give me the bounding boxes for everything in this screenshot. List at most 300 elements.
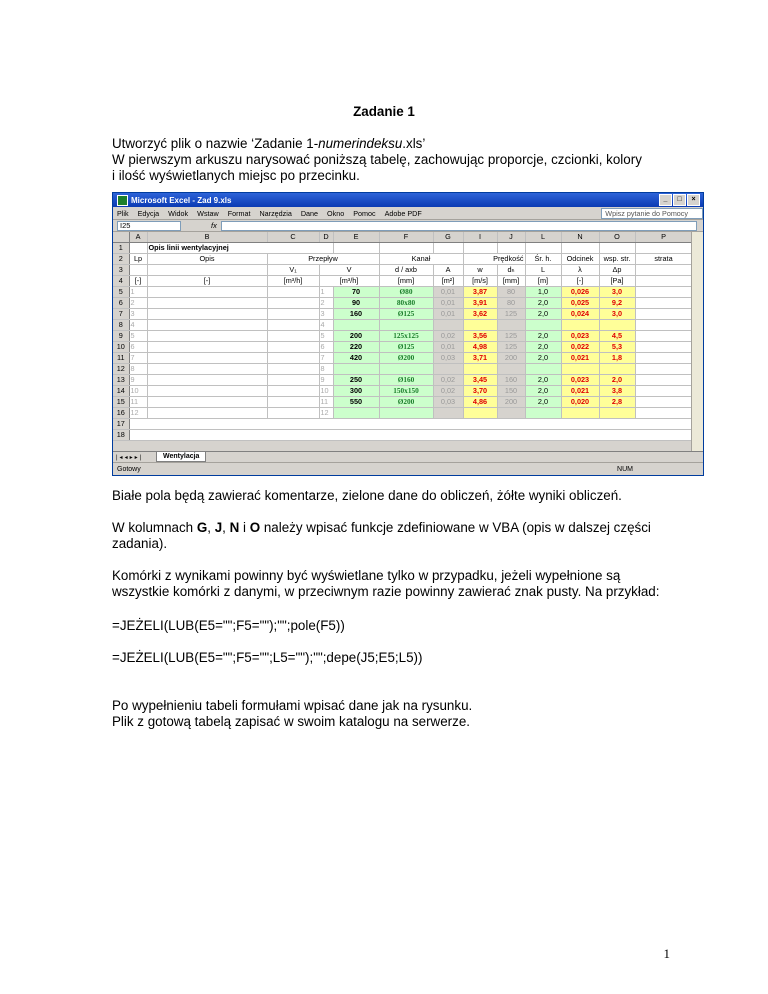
area-cell[interactable]: 0,01 — [433, 287, 463, 298]
pressure-loss-cell[interactable] — [599, 364, 635, 375]
row-header[interactable]: 17 — [113, 419, 129, 430]
tab-nav-arrows-icon[interactable]: |◂◂▸▸| — [116, 454, 144, 461]
menu-dane[interactable]: Dane — [300, 208, 319, 218]
area-cell[interactable]: 0,02 — [433, 375, 463, 386]
cell[interactable] — [635, 342, 692, 353]
table-row — [113, 408, 692, 419]
columns-text: W kolumnach — [112, 520, 197, 535]
cell[interactable] — [635, 265, 692, 276]
length-cell[interactable]: 2,0 — [525, 309, 561, 320]
row-header[interactable]: 8 — [113, 320, 129, 331]
lambda-cell[interactable] — [561, 320, 599, 331]
d-index-cell[interactable]: 9 — [319, 375, 333, 386]
opis-cell[interactable] — [147, 309, 267, 320]
menu-narzedzia[interactable]: Narzędzia — [259, 208, 292, 218]
flow-cell[interactable] — [333, 320, 379, 331]
area-cell[interactable] — [433, 408, 463, 419]
col-header[interactable]: D — [319, 232, 333, 243]
pressure-loss-cell[interactable]: 3,0 — [599, 287, 635, 298]
header-cell[interactable]: dₕ — [497, 265, 525, 276]
velocity-cell[interactable]: 3,91 — [463, 298, 497, 309]
unit-cell[interactable]: [mm] — [379, 276, 433, 287]
formula-input[interactable] — [221, 221, 697, 231]
sheet-row — [113, 430, 692, 441]
pressure-loss-cell[interactable]: 2,8 — [599, 397, 635, 408]
velocity-cell[interactable]: 4,86 — [463, 397, 497, 408]
lp-cell[interactable]: 9 — [129, 375, 147, 386]
help-search-input[interactable]: Wpisz pytanie do Pomocy — [601, 208, 703, 219]
excel-app-icon — [117, 195, 128, 206]
cell[interactable] — [635, 298, 692, 309]
lambda-cell[interactable] — [561, 364, 599, 375]
unit-cell[interactable]: [-] — [129, 276, 147, 287]
table-row — [113, 364, 692, 375]
unit-cell[interactable]: [m/s] — [463, 276, 497, 287]
table-row — [113, 331, 692, 342]
col-letter-o: O — [249, 520, 261, 535]
sheet-row — [113, 276, 692, 287]
select-all-corner[interactable] — [113, 232, 129, 243]
cell[interactable] — [635, 353, 692, 364]
lambda-cell[interactable]: 0,022 — [561, 342, 599, 353]
velocity-cell[interactable] — [463, 408, 497, 419]
duct-cell[interactable]: Ø125 — [379, 309, 433, 320]
menu-pomoc[interactable]: Pomoc — [353, 208, 376, 218]
flow-cell[interactable]: 160 — [333, 309, 379, 320]
length-cell[interactable]: 2,0 — [525, 386, 561, 397]
lp-cell[interactable]: 5 — [129, 331, 147, 342]
length-cell[interactable]: 2,0 — [525, 342, 561, 353]
table-row — [113, 353, 692, 364]
lp-cell[interactable]: 6 — [129, 342, 147, 353]
cell[interactable] — [635, 364, 692, 375]
velocity-cell[interactable]: 3,45 — [463, 375, 497, 386]
worksheet-grid — [113, 232, 703, 441]
v1-cell[interactable] — [267, 309, 319, 320]
lambda-cell[interactable]: 0,020 — [561, 397, 599, 408]
status-text: Gotowy — [117, 465, 141, 473]
diameter-cell[interactable]: 200 — [497, 353, 525, 364]
menu-widok[interactable]: Widok — [168, 208, 189, 218]
d-index-cell[interactable]: 6 — [319, 342, 333, 353]
header-cell[interactable]: λ — [561, 265, 599, 276]
velocity-cell[interactable]: 4,98 — [463, 342, 497, 353]
unit-cell[interactable]: [m²] — [433, 276, 463, 287]
final-line-2: Plik z gotową tabelą zapisać w swoim katalogu na serwerze. — [112, 714, 470, 729]
sheet-row — [113, 254, 692, 265]
close-icon[interactable]: × — [687, 194, 700, 206]
lp-cell[interactable]: 7 — [129, 353, 147, 364]
lp-cell[interactable]: 4 — [129, 320, 147, 331]
d-index-cell[interactable]: 1 — [319, 287, 333, 298]
header-cell[interactable]: Lp — [129, 254, 147, 265]
area-cell[interactable]: 0,03 — [433, 353, 463, 364]
header-cell[interactable]: L — [525, 265, 561, 276]
duct-cell[interactable]: Ø125 — [379, 342, 433, 353]
v1-cell[interactable] — [267, 353, 319, 364]
intro-line2: W pierwszym arkuszu narysować poniższą tabelę, zachowując proporcje, czcionki, kolory — [112, 152, 642, 167]
row-header[interactable]: 5 — [113, 287, 129, 298]
velocity-cell[interactable]: 3,71 — [463, 353, 497, 364]
header-cell[interactable]: Śr. h. — [525, 254, 561, 265]
duct-cell[interactable]: 80x80 — [379, 298, 433, 309]
intro-italic: numerindeksu — [318, 136, 403, 151]
diameter-cell[interactable]: 80 — [497, 298, 525, 309]
d-index-cell[interactable]: 10 — [319, 386, 333, 397]
duct-cell[interactable]: Ø160 — [379, 375, 433, 386]
menu-adobe-pdf[interactable]: Adobe PDF — [384, 208, 422, 218]
menu-edycja[interactable]: Edycja — [137, 208, 160, 218]
lp-cell[interactable]: 12 — [129, 408, 147, 419]
area-cell[interactable]: 0,01 — [433, 298, 463, 309]
vertical-scrollbar[interactable] — [691, 232, 703, 451]
duct-cell[interactable]: Ø200 — [379, 397, 433, 408]
row-header[interactable]: 12 — [113, 364, 129, 375]
length-cell[interactable] — [525, 364, 561, 375]
header-cell[interactable]: Kanał — [379, 254, 463, 265]
cell[interactable] — [635, 287, 692, 298]
opis-cell[interactable] — [147, 320, 267, 331]
menu-bar — [113, 207, 703, 220]
flow-cell[interactable]: 90 — [333, 298, 379, 309]
lp-cell[interactable]: 1 — [129, 287, 147, 298]
row-header[interactable]: 7 — [113, 309, 129, 320]
diameter-cell[interactable]: 125 — [497, 309, 525, 320]
cell[interactable] — [129, 419, 692, 430]
cell[interactable] — [129, 243, 147, 254]
unit-cell[interactable]: [m³/h] — [267, 276, 319, 287]
pressure-loss-cell[interactable]: 5,3 — [599, 342, 635, 353]
diameter-cell[interactable]: 200 — [497, 397, 525, 408]
diameter-cell[interactable] — [497, 364, 525, 375]
diameter-cell[interactable]: 80 — [497, 287, 525, 298]
opis-cell[interactable] — [147, 353, 267, 364]
area-cell[interactable]: 0,02 — [433, 331, 463, 342]
minimize-icon[interactable]: _ — [659, 194, 672, 206]
length-cell[interactable]: 2,0 — [525, 375, 561, 386]
row-header[interactable]: 15 — [113, 397, 129, 408]
cells-line-1: Komórki z wynikami powinny być wyświetlane tylko w przypadku, jeżeli wypełnione są — [112, 568, 621, 583]
v1-cell[interactable] — [267, 342, 319, 353]
v1-cell[interactable] — [267, 287, 319, 298]
cell[interactable] — [129, 430, 692, 441]
opis-cell[interactable] — [147, 364, 267, 375]
cell[interactable] — [635, 320, 692, 331]
sheet-row — [113, 419, 692, 430]
d-index-cell[interactable]: 5 — [319, 331, 333, 342]
col-header[interactable]: N — [561, 232, 599, 243]
row-header[interactable]: 14 — [113, 386, 129, 397]
col-header[interactable]: C — [267, 232, 319, 243]
document-title: Zadanie 1 — [353, 104, 415, 119]
col-header[interactable]: G — [433, 232, 463, 243]
velocity-cell[interactable] — [463, 320, 497, 331]
pressure-loss-cell[interactable]: 3,8 — [599, 386, 635, 397]
cell[interactable] — [129, 265, 147, 276]
header-cell[interactable]: Odcinek — [561, 254, 599, 265]
opis-cell[interactable] — [147, 386, 267, 397]
flow-cell[interactable]: 250 — [333, 375, 379, 386]
header-cell[interactable]: Opis — [147, 254, 267, 265]
cell[interactable] — [635, 397, 692, 408]
v1-cell[interactable] — [267, 386, 319, 397]
excel-window — [112, 192, 704, 476]
cell[interactable] — [379, 243, 433, 254]
area-cell[interactable]: 0,02 — [433, 386, 463, 397]
sheet-tab-wentylacja[interactable]: Wentylacja — [156, 452, 206, 462]
cell[interactable] — [463, 243, 497, 254]
intro-paragraph — [112, 136, 712, 184]
columns-and: i — [239, 520, 250, 535]
duct-cell[interactable]: 150x150 — [379, 386, 433, 397]
table-row — [113, 320, 692, 331]
maximize-icon[interactable]: □ — [673, 194, 686, 206]
col-header[interactable]: B — [147, 232, 267, 243]
intro-ext: .xls’ — [402, 136, 426, 151]
cell[interactable] — [635, 309, 692, 320]
velocity-cell[interactable]: 3,87 — [463, 287, 497, 298]
pressure-loss-cell[interactable]: 2,0 — [599, 375, 635, 386]
flow-cell[interactable]: 220 — [333, 342, 379, 353]
duct-cell[interactable]: Ø80 — [379, 287, 433, 298]
pressure-loss-cell[interactable]: 4,5 — [599, 331, 635, 342]
flow-cell[interactable]: 300 — [333, 386, 379, 397]
d-index-cell[interactable]: 2 — [319, 298, 333, 309]
v1-cell[interactable] — [267, 375, 319, 386]
row-header[interactable]: 4 — [113, 276, 129, 287]
lp-cell[interactable]: 10 — [129, 386, 147, 397]
header-cell[interactable]: Przepływ — [267, 254, 379, 265]
col-header[interactable]: O — [599, 232, 635, 243]
unit-cell[interactable]: [m³/h] — [319, 276, 379, 287]
unit-cell[interactable]: [m] — [525, 276, 561, 287]
lambda-cell[interactable]: 0,023 — [561, 331, 599, 342]
header-cell[interactable]: strata — [635, 254, 692, 265]
sheet-tab-bar — [113, 451, 703, 462]
menu-plik[interactable]: Plik — [117, 208, 129, 218]
row-header[interactable]: 11 — [113, 353, 129, 364]
area-cell[interactable]: 0,01 — [433, 309, 463, 320]
v1-cell[interactable] — [267, 364, 319, 375]
table-row — [113, 287, 692, 298]
v1-cell[interactable] — [267, 331, 319, 342]
duct-cell[interactable]: Ø200 — [379, 353, 433, 364]
diameter-cell[interactable]: 125 — [497, 331, 525, 342]
unit-cell[interactable]: [mm] — [497, 276, 525, 287]
length-cell[interactable]: 1,0 — [525, 287, 561, 298]
opis-cell[interactable] — [147, 397, 267, 408]
cell[interactable] — [525, 243, 561, 254]
col-header[interactable]: I — [463, 232, 497, 243]
length-cell[interactable] — [525, 320, 561, 331]
header-cell[interactable]: V — [319, 265, 379, 276]
flow-cell[interactable] — [333, 408, 379, 419]
col-header[interactable]: P — [635, 232, 692, 243]
row-header[interactable]: 9 — [113, 331, 129, 342]
cell[interactable] — [635, 331, 692, 342]
lp-cell[interactable]: 2 — [129, 298, 147, 309]
cells-line-2: wszystkie komórki z danymi, w przeciwnym razie powinny zawierać znak pusty. Na przykład: — [112, 584, 660, 599]
diameter-cell[interactable] — [497, 320, 525, 331]
cell[interactable] — [635, 386, 692, 397]
row-header[interactable]: 18 — [113, 430, 129, 441]
v1-cell[interactable] — [267, 408, 319, 419]
lp-cell[interactable]: 3 — [129, 309, 147, 320]
area-cell[interactable]: 0,01 — [433, 342, 463, 353]
unit-cell[interactable]: [-] — [561, 276, 599, 287]
name-box[interactable]: I25 — [117, 221, 181, 231]
sheet-row — [113, 243, 692, 254]
diameter-cell[interactable]: 150 — [497, 386, 525, 397]
row-header[interactable]: 16 — [113, 408, 129, 419]
table-row — [113, 342, 692, 353]
velocity-cell[interactable] — [463, 364, 497, 375]
columns-paragraph — [112, 520, 672, 552]
header-cell[interactable]: d / axb — [379, 265, 433, 276]
row-header[interactable]: 6 — [113, 298, 129, 309]
col-header[interactable]: J — [497, 232, 525, 243]
final-line-1: Po wypełnieniu tabeli formułami wpisać dane jak na rysunku. — [112, 698, 473, 713]
d-index-cell[interactable]: 3 — [319, 309, 333, 320]
intro-text: Utworzyć plik o nazwie ‘Zadanie 1- — [112, 136, 319, 151]
diameter-cell[interactable]: 125 — [497, 342, 525, 353]
cell[interactable] — [635, 408, 692, 419]
opis-cell[interactable] — [147, 287, 267, 298]
cell[interactable] — [147, 265, 267, 276]
cell[interactable] — [635, 375, 692, 386]
pressure-loss-cell[interactable] — [599, 320, 635, 331]
col-header[interactable]: F — [379, 232, 433, 243]
formula-example-1: =JEŻELI(LUB(E5="";F5="");"";pole(F5)) — [112, 618, 345, 633]
unit-cell[interactable]: [Pa] — [599, 276, 635, 287]
pressure-loss-cell[interactable]: 3,0 — [599, 309, 635, 320]
row-header[interactable]: 3 — [113, 265, 129, 276]
flow-cell[interactable]: 420 — [333, 353, 379, 364]
row-header[interactable]: 13 — [113, 375, 129, 386]
cell[interactable] — [497, 243, 525, 254]
length-cell[interactable]: 2,0 — [525, 298, 561, 309]
opis-cell[interactable] — [147, 375, 267, 386]
v1-cell[interactable] — [267, 320, 319, 331]
row-header[interactable]: 10 — [113, 342, 129, 353]
pressure-loss-cell[interactable]: 1,8 — [599, 353, 635, 364]
velocity-cell[interactable]: 3,56 — [463, 331, 497, 342]
cell[interactable] — [635, 276, 692, 287]
col-header[interactable]: A — [129, 232, 147, 243]
v1-cell[interactable] — [267, 298, 319, 309]
colors-paragraph: Białe pola będą zawierać komentarze, zielone dane do obliczeń, żółte wyniki obliczeń. — [112, 488, 622, 503]
header-cell[interactable]: Δp — [599, 265, 635, 276]
cell[interactable] — [599, 243, 635, 254]
col-header[interactable]: E — [333, 232, 379, 243]
duct-cell[interactable]: 125x125 — [379, 331, 433, 342]
velocity-cell[interactable]: 3,62 — [463, 309, 497, 320]
col-letter-g: G — [196, 520, 208, 535]
pressure-loss-cell[interactable] — [599, 408, 635, 419]
col-letter-n: N — [229, 520, 240, 535]
header-cell[interactable]: wsp. str. — [599, 254, 635, 265]
menu-wstaw[interactable]: Wstaw — [197, 208, 219, 218]
menu-format[interactable]: Format — [227, 208, 251, 218]
columns-text-2: należy wpisać funkcje zdefiniowane w VBA (opis w dalszej części — [260, 520, 651, 535]
length-cell[interactable]: 2,0 — [525, 397, 561, 408]
opis-cell[interactable] — [147, 298, 267, 309]
v1-cell[interactable] — [267, 397, 319, 408]
table-title-cell[interactable]: Opis linii wentylacyjnej — [147, 243, 333, 254]
header-cell[interactable]: A — [433, 265, 463, 276]
col-header[interactable]: L — [525, 232, 561, 243]
lambda-cell[interactable]: 0,026 — [561, 287, 599, 298]
area-cell[interactable]: 0,03 — [433, 397, 463, 408]
intro-line3: i ilość wyświetlanych miejsc po przecinku. — [112, 168, 360, 183]
fx-icon[interactable]: fx — [211, 221, 217, 230]
d-index-cell[interactable]: 8 — [319, 364, 333, 375]
cell[interactable] — [433, 243, 463, 254]
length-cell[interactable]: 2,0 — [525, 331, 561, 342]
length-cell[interactable] — [525, 408, 561, 419]
area-cell[interactable] — [433, 320, 463, 331]
columns-sep: , — [207, 520, 215, 535]
lambda-cell[interactable]: 0,021 — [561, 386, 599, 397]
lambda-cell[interactable]: 0,025 — [561, 298, 599, 309]
duct-cell[interactable] — [379, 408, 433, 419]
num-lock-indicator: NUM — [617, 465, 633, 473]
flow-cell[interactable]: 70 — [333, 287, 379, 298]
opis-cell[interactable] — [147, 331, 267, 342]
lambda-cell[interactable]: 0,023 — [561, 375, 599, 386]
velocity-cell[interactable]: 3,70 — [463, 386, 497, 397]
opis-cell[interactable] — [147, 408, 267, 419]
diameter-cell[interactable]: 160 — [497, 375, 525, 386]
opis-cell[interactable] — [147, 342, 267, 353]
col-letter-j: J — [214, 520, 223, 535]
duct-cell[interactable] — [379, 364, 433, 375]
d-index-cell[interactable]: 4 — [319, 320, 333, 331]
table-row — [113, 375, 692, 386]
row-header[interactable]: 1 — [113, 243, 129, 254]
lambda-cell[interactable]: 0,024 — [561, 309, 599, 320]
lp-cell[interactable]: 8 — [129, 364, 147, 375]
duct-cell[interactable] — [379, 320, 433, 331]
length-cell[interactable]: 2,0 — [525, 353, 561, 364]
row-header[interactable]: 2 — [113, 254, 129, 265]
pressure-loss-cell[interactable]: 9,2 — [599, 298, 635, 309]
table-row — [113, 309, 692, 320]
unit-cell[interactable]: [-] — [147, 276, 267, 287]
header-cell[interactable]: w — [463, 265, 497, 276]
menu-okno[interactable]: Okno — [327, 208, 345, 218]
diameter-cell[interactable] — [497, 408, 525, 419]
lp-cell[interactable]: 11 — [129, 397, 147, 408]
header-cell[interactable]: Prędkość — [463, 254, 525, 265]
flow-cell[interactable] — [333, 364, 379, 375]
cell[interactable] — [333, 243, 379, 254]
lambda-cell[interactable]: 0,021 — [561, 353, 599, 364]
table-row — [113, 298, 692, 309]
d-index-cell[interactable]: 12 — [319, 408, 333, 419]
d-index-cell[interactable]: 11 — [319, 397, 333, 408]
header-cell[interactable]: V₁ — [267, 265, 319, 276]
formula-bar — [113, 220, 703, 232]
cell[interactable] — [635, 243, 692, 254]
d-index-cell[interactable]: 7 — [319, 353, 333, 364]
flow-cell[interactable]: 550 — [333, 397, 379, 408]
area-cell[interactable] — [433, 364, 463, 375]
flow-cell[interactable]: 200 — [333, 331, 379, 342]
cell[interactable] — [561, 243, 599, 254]
column-header-row — [113, 232, 692, 243]
lambda-cell[interactable] — [561, 408, 599, 419]
